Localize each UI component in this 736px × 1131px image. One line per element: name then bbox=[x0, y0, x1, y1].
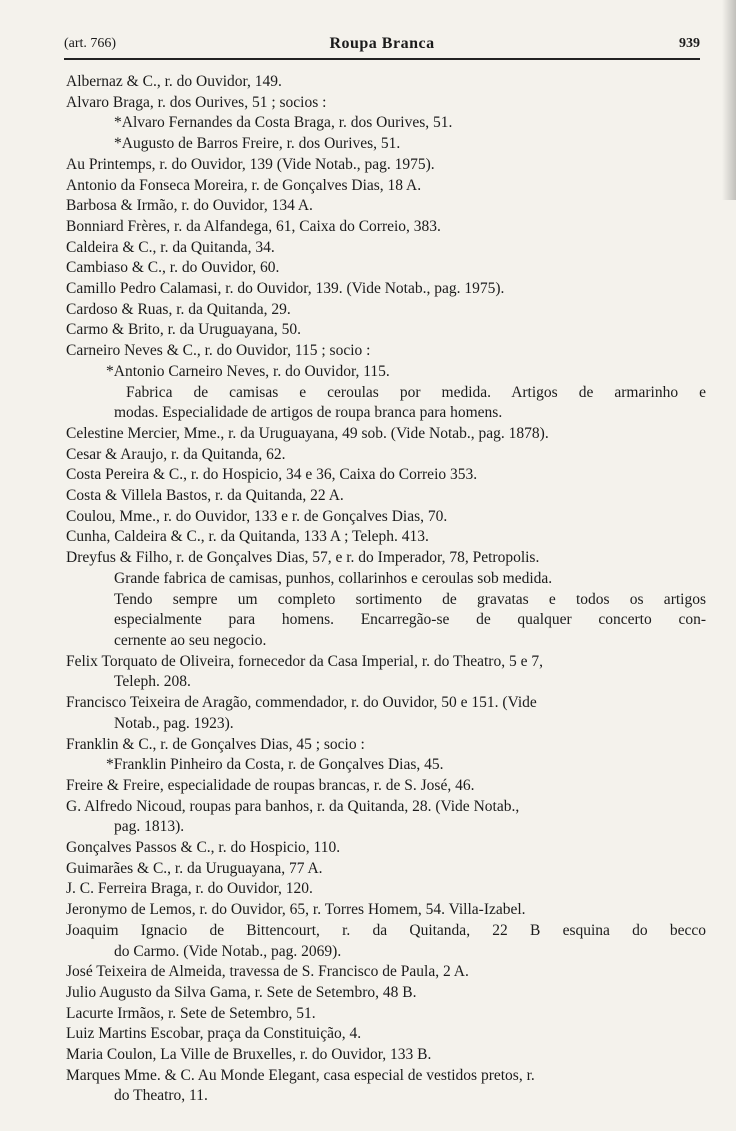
listing-line: Francisco Teixeira de Aragão, commendador, r. do Ouvidor, 50 e 151. (Vide bbox=[66, 694, 537, 712]
listing-line: G. Alfredo Nicoud, roupas para banhos, r. da Quitanda, 28. (Vide Notab., bbox=[66, 797, 520, 815]
listing-line: *Antonio Carneiro Neves, r. do Ouvidor, 115. bbox=[106, 362, 390, 380]
listing-line: Luiz Martins Escobar, praça da Constituição, 4. bbox=[66, 1025, 362, 1043]
listing-line: Notab., pag. 1923). bbox=[114, 714, 234, 732]
listing-line: Maria Coulon, La Ville de Bruxelles, r. do Ouvidor, 133 B. bbox=[66, 1046, 432, 1064]
listing-line: Lacurte Irmãos, r. Sete de Setembro, 51. bbox=[66, 1004, 316, 1022]
listing-line: Fabrica de camisas e ceroulas por medida. Artigos de armarinho e bbox=[126, 383, 706, 401]
listing-line: Gonçalves Passos & C., r. do Hospicio, 110. bbox=[66, 839, 341, 857]
listing-line: cernente ao seu negocio. bbox=[114, 631, 267, 649]
article-reference: (art. 766) bbox=[64, 36, 117, 51]
listing-line: Dreyfus & Filho, r. de Gonçalves Dias, 57, e r. do Imperador, 78, Petropolis. bbox=[66, 549, 540, 567]
listing-line: Alvaro Braga, r. dos Ourives, 51 ; socios : bbox=[66, 93, 327, 111]
listing-line: modas. Especialidade de artigos de roupa branca para homens. bbox=[114, 404, 503, 422]
listing-line: Freire & Freire, especialidade de roupas brancas, r. de S. José, 46. bbox=[66, 776, 475, 794]
listing-line: Marques Mme. & C. Au Monde Elegant, casa especial de vestidos pretos, r. bbox=[66, 1066, 535, 1084]
listing-line: *Augusto de Barros Freire, r. dos Ourives, 51. bbox=[114, 135, 401, 153]
listing-line: Cesar & Araujo, r. da Quitanda, 62. bbox=[66, 445, 286, 463]
listing-line: Joaquim Ignacio de Bittencourt, r. da Quitanda, 22 B esquina do becco bbox=[66, 921, 706, 939]
listing-line: Cambiaso & C., r. do Ouvidor, 60. bbox=[66, 259, 280, 277]
section-title: Roupa Branca bbox=[329, 35, 435, 52]
listing-line: Cardoso & Ruas, r. da Quitanda, 29. bbox=[66, 300, 291, 318]
listing-line: Antonio da Fonseca Moreira, r. de Gonçalves Dias, 18 A. bbox=[66, 176, 422, 194]
listing-line: pag. 1813). bbox=[114, 818, 185, 836]
listing-line: Au Printemps, r. do Ouvidor, 139 (Vide Notab., pag. 1975). bbox=[66, 155, 435, 173]
listing-line: Guimarães & C., r. da Uruguayana, 77 A. bbox=[66, 859, 323, 877]
page-number: 939 bbox=[679, 36, 700, 51]
listing-line: *Alvaro Fernandes da Costa Braga, r. dos Ourives, 51. bbox=[114, 114, 453, 132]
listing-line: do Carmo. (Vide Notab., pag. 2069). bbox=[114, 942, 342, 960]
listing-line: Tendo sempre um completo sortimento de gravatas e todos os artigos bbox=[114, 590, 706, 608]
listing-line: Felix Torquato de Oliveira, fornecedor da Casa Imperial, r. do Theatro, 5 e 7, bbox=[66, 652, 543, 670]
listing-line: Caldeira & C., r. da Quitanda, 34. bbox=[66, 238, 275, 256]
listing-line: Bonniard Frères, r. da Alfandega, 61, Caixa do Correio, 383. bbox=[66, 217, 441, 235]
listing-line: especialmente para homens. Encarregão-se de qualquer concerto con- bbox=[114, 611, 706, 629]
listing-line: Cunha, Caldeira & C., r. da Quitanda, 133 A ; Teleph. 413. bbox=[66, 528, 429, 546]
listing-line: Franklin & C., r. de Gonçalves Dias, 45 ; socio : bbox=[66, 735, 365, 753]
listing-line: Camillo Pedro Calamasi, r. do Ouvidor, 139. (Vide Notab., pag. 1975). bbox=[66, 280, 505, 298]
listing-line: Celestine Mercier, Mme., r. da Uruguayana, 49 sob. (Vide Notab., pag. 1878). bbox=[66, 424, 549, 442]
directory-listing bbox=[66, 72, 706, 1107]
listing-line: Grande fabrica de camisas, punhos, collarinhos e ceroulas sob medida. bbox=[114, 569, 553, 587]
page-edge-shadow bbox=[722, 0, 736, 200]
listing-line: José Teixeira de Almeida, travessa de S. Francisco de Paula, 2 A. bbox=[66, 963, 469, 981]
listing-line: Costa Pereira & C., r. do Hospicio, 34 e 36, Caixa do Correio 353. bbox=[66, 466, 478, 484]
listing-line: Teleph. 208. bbox=[114, 673, 191, 691]
listing-line: Albernaz & C., r. do Ouvidor, 149. bbox=[66, 73, 282, 90]
listing-line: Costa & Villela Bastos, r. da Quitanda, 22 A. bbox=[66, 487, 344, 505]
listing-line: Julio Augusto da Silva Gama, r. Sete de Setembro, 48 B. bbox=[66, 983, 417, 1001]
listing-line: Jeronymo de Lemos, r. do Ouvidor, 65, r. Torres Homem, 54. Villa-Izabel. bbox=[66, 901, 526, 919]
running-header bbox=[64, 36, 700, 60]
listing-line: J. C. Ferreira Braga, r. do Ouvidor, 120. bbox=[66, 880, 313, 898]
listing-line: Carmo & Brito, r. da Uruguayana, 50. bbox=[66, 321, 302, 339]
listing-line: *Franklin Pinheiro da Costa, r. de Gonçalves Dias, 45. bbox=[106, 756, 444, 774]
listing-line: Carneiro Neves & C., r. do Ouvidor, 115 ; socio : bbox=[66, 342, 371, 360]
listing-line: Coulou, Mme., r. do Ouvidor, 133 e r. de Gonçalves Dias, 70. bbox=[66, 507, 448, 525]
listing-line: Barbosa & Irmão, r. do Ouvidor, 134 A. bbox=[66, 197, 313, 215]
listing-line: do Theatro, 11. bbox=[114, 1087, 208, 1105]
